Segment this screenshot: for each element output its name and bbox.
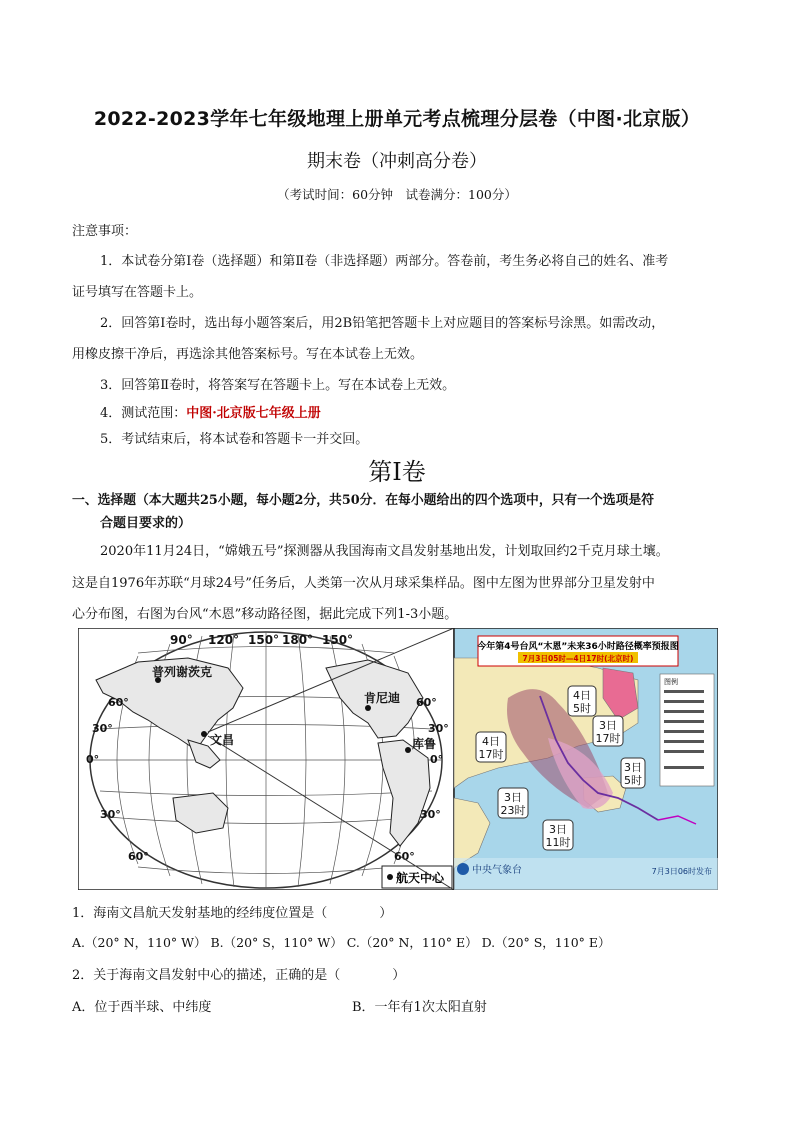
passage-line-1: 2020年11月24日，“嫦娥五号”探测器从我国海南文昌发射基地出发，计划取回约2千克月球土壤。 <box>100 544 669 559</box>
exam-time-info: （考试时间：60分钟 试卷满分：100分） <box>277 187 517 202</box>
question-2: 2．关于海南文昌发射中心的描述，正确的是（ ） <box>72 968 406 983</box>
typhoon-legend-title: 图例 <box>664 678 678 686</box>
label-3d23-day: 3日 <box>504 791 522 804</box>
label-3d5-time: 5时 <box>624 774 642 787</box>
label-4d17-day: 4日 <box>482 735 500 748</box>
passage-line-2: 这是自1976年苏联“月球24号”任务后，人类第一次从月球采集样品。图中左图为世界部分卫星发射中 <box>72 576 655 591</box>
world-map <box>78 628 454 890</box>
lon-label-180: 180° <box>282 633 314 647</box>
lon-label-150: 150° <box>248 633 280 647</box>
lat-left-0: 0° <box>86 753 100 766</box>
section-title: 第Ⅰ卷 <box>368 458 426 486</box>
label-4d-day: 4日 <box>573 689 591 702</box>
passage-line-3: 心分布图，右图为台风“木恩”移动路径图，据此完成下列1-3小题。 <box>72 607 458 622</box>
note-1-line-1: 1．本试卷分第Ⅰ卷（选择题）和第Ⅱ卷（非选择题）两部分。答卷前，考生务必将自己的姓名、准考 <box>100 254 669 269</box>
legend-space-center: 航天中心 <box>396 871 445 885</box>
lat-right-60: 60° <box>416 696 437 709</box>
typhoon-agency: 中央气象台 <box>472 865 522 876</box>
lon-label-90: 90° <box>170 633 193 647</box>
label-3d17-time: 17时 <box>595 732 621 745</box>
part-1-heading-line-1: 一、选择题（本大题共25小题，每小题2分，共50分．在每小题给出的四个选项中，只有一个选项是符 <box>72 493 654 508</box>
label-4d17-time: 17时 <box>478 748 504 761</box>
typhoon-title: 今年第4号台风“木恩”未来36小时路径概率预报图 <box>477 642 679 652</box>
lat-right-30: 30° <box>428 722 449 735</box>
typhoon-subtitle: 7月3日05时—4日17时(北京时) <box>522 654 634 663</box>
question-1-options: A.（20° N，110° W） B.（20° S，110° W） C.（20° N，110° E） D.（20° S，110° E） <box>72 935 611 950</box>
cma-logo-icon <box>457 863 469 875</box>
label-3d23-time: 23时 <box>500 804 526 817</box>
lon-label-150w: 150° <box>322 633 354 647</box>
label-4d-time: 5时 <box>573 702 591 715</box>
note-1-line-2: 证号填写在答题卡上。 <box>72 285 203 300</box>
note-5: 5．考试结束后，将本试卷和答题卡一并交回。 <box>100 432 369 447</box>
note-4 <box>100 402 321 421</box>
page-title: 2022-2023学年七年级地理上册单元考点梳理分层卷（中图·北京版） <box>93 108 701 130</box>
question-2-option-a: A．位于西半球、中纬度 <box>72 1000 212 1015</box>
figure-maps <box>78 628 718 890</box>
note-2-line-1: 2．回答第Ⅰ卷时，选出每小题答案后，用2B铅笔把答题卡上对应题目的答案标号涂黑。如需改动， <box>100 316 665 331</box>
lon-label-120: 120° <box>208 633 240 647</box>
typhoon-map <box>454 628 718 890</box>
part-1-heading-line-2: 合题目要求的） <box>100 516 192 531</box>
question-2-option-b: B．一年有1次太阳直射 <box>352 1000 487 1015</box>
label-3d17-day: 3日 <box>599 719 617 732</box>
lat-left-60: 60° <box>108 696 129 709</box>
note-4-scope: 中图·北京版七年级上册 <box>186 406 321 421</box>
lat-right-0: 0° <box>430 753 444 766</box>
label-3d11-time: 11时 <box>545 836 571 849</box>
lat-left-30s: 30° <box>100 808 121 821</box>
lat-left-30: 30° <box>92 722 113 735</box>
note-3: 3．回答第Ⅱ卷时，将答案写在答题卡上。写在本试卷上无效。 <box>100 378 456 393</box>
lat-left-60s: 60° <box>128 850 149 863</box>
page-subtitle: 期末卷（冲刺高分卷） <box>307 151 487 172</box>
lat-right-60s: 60° <box>394 850 415 863</box>
lat-right-30s: 30° <box>420 808 441 821</box>
place-plesetsk: 普列谢茨克 <box>152 665 213 679</box>
notes-heading: 注意事项： <box>72 224 138 239</box>
typhoon-issued: 7月3日06时发布 <box>651 867 712 876</box>
place-kourou: 库鲁 <box>412 737 437 751</box>
note-4-label: 4．测试范围： <box>100 406 187 421</box>
label-3d11-day: 3日 <box>549 823 567 836</box>
question-1: 1．海南文昌航天发射基地的经纬度位置是（ ） <box>72 906 393 921</box>
place-kennedy: 肯尼迪 <box>364 691 401 705</box>
label-3d5-day: 3日 <box>624 761 642 774</box>
place-wenchang: 文昌 <box>210 733 235 747</box>
note-2-line-2: 用橡皮擦干净后，再选涂其他答案标号。写在本试卷上无效。 <box>72 347 424 362</box>
